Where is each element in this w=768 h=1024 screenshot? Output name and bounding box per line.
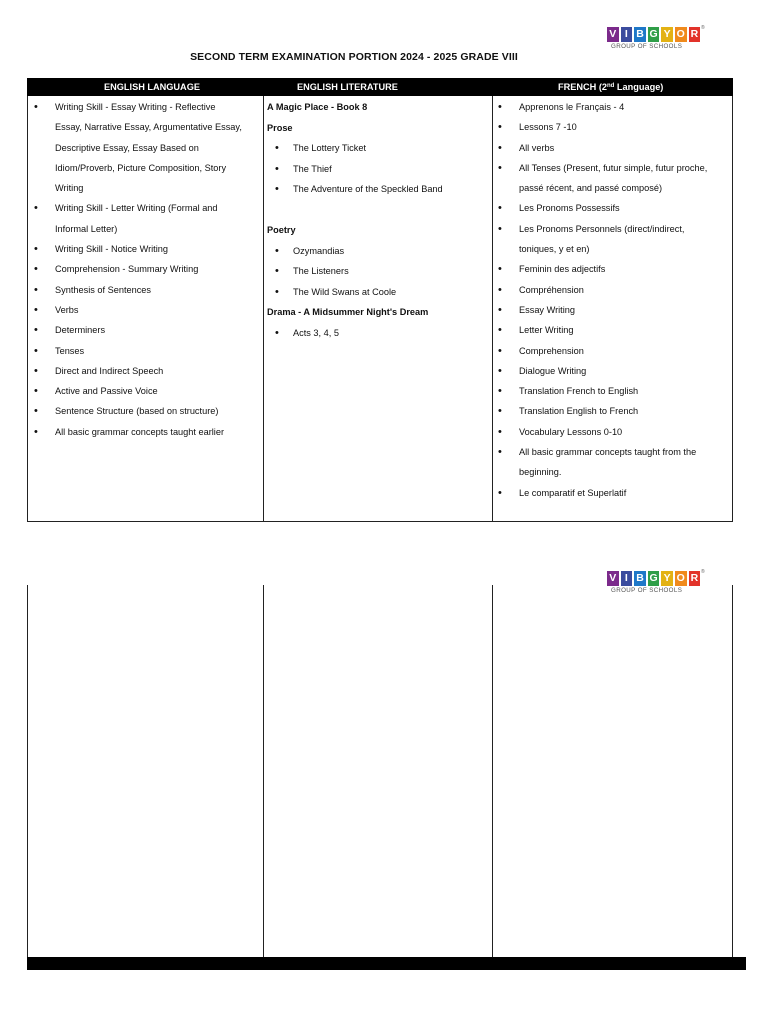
book-title: A Magic Place - Book 8 (267, 102, 368, 112)
list-item-continuation: Writing (55, 183, 84, 194)
logo-letter: Y (661, 571, 673, 586)
list-item: • Writing Skill - Essay Writing - Reflective (28, 97, 263, 117)
list-item: • The Adventure of the Speckled Band (263, 179, 492, 200)
list-item: • The Listeners (263, 261, 492, 282)
list-item: • Ozymandias (263, 241, 492, 262)
header-french: FRENCH (2nd Language) (558, 82, 664, 92)
english-language-column (28, 97, 263, 442)
list-item: • Verbs (28, 300, 263, 320)
logo-letter: O (676, 28, 685, 40)
list-item: • All Tenses (Present, futur simple, futur proche, (492, 158, 734, 178)
list-item: • Compréhension (492, 280, 734, 300)
logo-letter: B (636, 28, 644, 40)
list-item: • Direct and Indirect Speech (28, 361, 263, 381)
list-item: • All basic grammar concepts taught earlier (28, 422, 263, 442)
logo-letter: I (621, 571, 633, 586)
header-english-language: ENGLISH LANGUAGE (104, 82, 200, 92)
list-item: • Feminin des adjectifs (492, 259, 734, 279)
logo-registered-mark: ® (701, 25, 705, 31)
list-item: • Writing Skill - Notice Writing (28, 239, 263, 259)
list-item: • Synthesis of Sentences (28, 280, 263, 300)
list-item: • Comprehension - Summary Writing (28, 259, 263, 279)
logo-letter: V (607, 27, 619, 42)
list-item: • Comprehension (492, 341, 734, 361)
logo-letter: G (649, 28, 658, 40)
list-item: • Letter Writing (492, 320, 734, 340)
list-item-continuation: Idiom/Proverb, Picture Composition, Story (55, 162, 227, 173)
logo-letter: V (607, 571, 619, 586)
logo-letters (607, 571, 705, 586)
logo-letter: R (690, 28, 699, 40)
list-item: • Dialogue Writing (492, 361, 734, 381)
logo-letter: G (649, 572, 658, 584)
portion-table (27, 78, 733, 522)
list-item: • Active and Passive Voice (28, 381, 263, 401)
column-divider (263, 585, 264, 958)
list-item: • Lessons 7 -10 (492, 117, 734, 137)
list-item-continuation: beginning. (519, 467, 562, 478)
list-item-continuation: Descriptive Essay, Essay Based on (55, 142, 199, 153)
table-header-row (27, 78, 733, 96)
page-title: SECOND TERM EXAMINATION PORTION 2024 - 2025 GRADE VIII (190, 51, 518, 63)
list-item: • Acts 3, 4, 5 (263, 323, 492, 344)
list-item: • The Wild Swans at Coole (263, 282, 492, 303)
column-divider (492, 585, 493, 958)
list-item: • Vocabulary Lessons 0-10 (492, 422, 734, 442)
list-item: • Translation English to French (492, 401, 734, 421)
logo-registered-mark: ® (701, 569, 705, 575)
list-item-continuation: passé récent, and passé composé) (519, 183, 662, 194)
list-item-continuation: toniques, y et en) (519, 244, 590, 255)
logo-tagline: GROUP OF SCHOOLS (611, 587, 683, 594)
list-item: • Apprenons le Français - 4 (492, 97, 734, 117)
list-item: • Sentence Structure (based on structure) (28, 401, 263, 421)
french-column (492, 97, 734, 503)
list-item: • All basic grammar concepts taught from the (492, 442, 734, 462)
list-item: • All verbs (492, 138, 734, 158)
list-item: • Translation French to English (492, 381, 734, 401)
logo-letter: I (621, 27, 633, 42)
list-item: • Le comparatif et Superlatif (492, 483, 734, 503)
list-item: • The Lottery Ticket (263, 138, 492, 159)
logo-letter: Y (661, 27, 673, 42)
list-item: • Essay Writing (492, 300, 734, 320)
list-item-continuation: Essay, Narrative Essay, Argumentative Essay, (55, 122, 242, 133)
table-bottom-bar (27, 957, 746, 970)
list-item: • Tenses (28, 341, 263, 361)
list-item-continuation: Informal Letter) (55, 223, 118, 234)
list-item: • Les Pronoms Personnels (direct/indirect, (492, 219, 734, 239)
drama-heading: Drama - A Midsummer Night's Dream (267, 307, 429, 317)
poetry-heading: Poetry (267, 225, 296, 235)
header-english-literature: ENGLISH LITERATURE (297, 82, 398, 92)
list-item: • The Thief (263, 159, 492, 180)
prose-heading: Prose (267, 122, 293, 133)
list-item: • Determiners (28, 320, 263, 340)
logo-tagline: GROUP OF SCHOOLS (611, 43, 683, 50)
continuation-table (27, 585, 733, 958)
logo-letter: R (690, 572, 699, 584)
list-item: • Writing Skill - Letter Writing (Formal and (28, 198, 263, 218)
logo-letter: B (636, 572, 644, 584)
spacer (263, 200, 492, 221)
logo-letter: O (676, 572, 685, 584)
english-literature-column (263, 97, 492, 343)
list-item: • Les Pronoms Possessifs (492, 198, 734, 218)
logo-letters (607, 27, 705, 42)
